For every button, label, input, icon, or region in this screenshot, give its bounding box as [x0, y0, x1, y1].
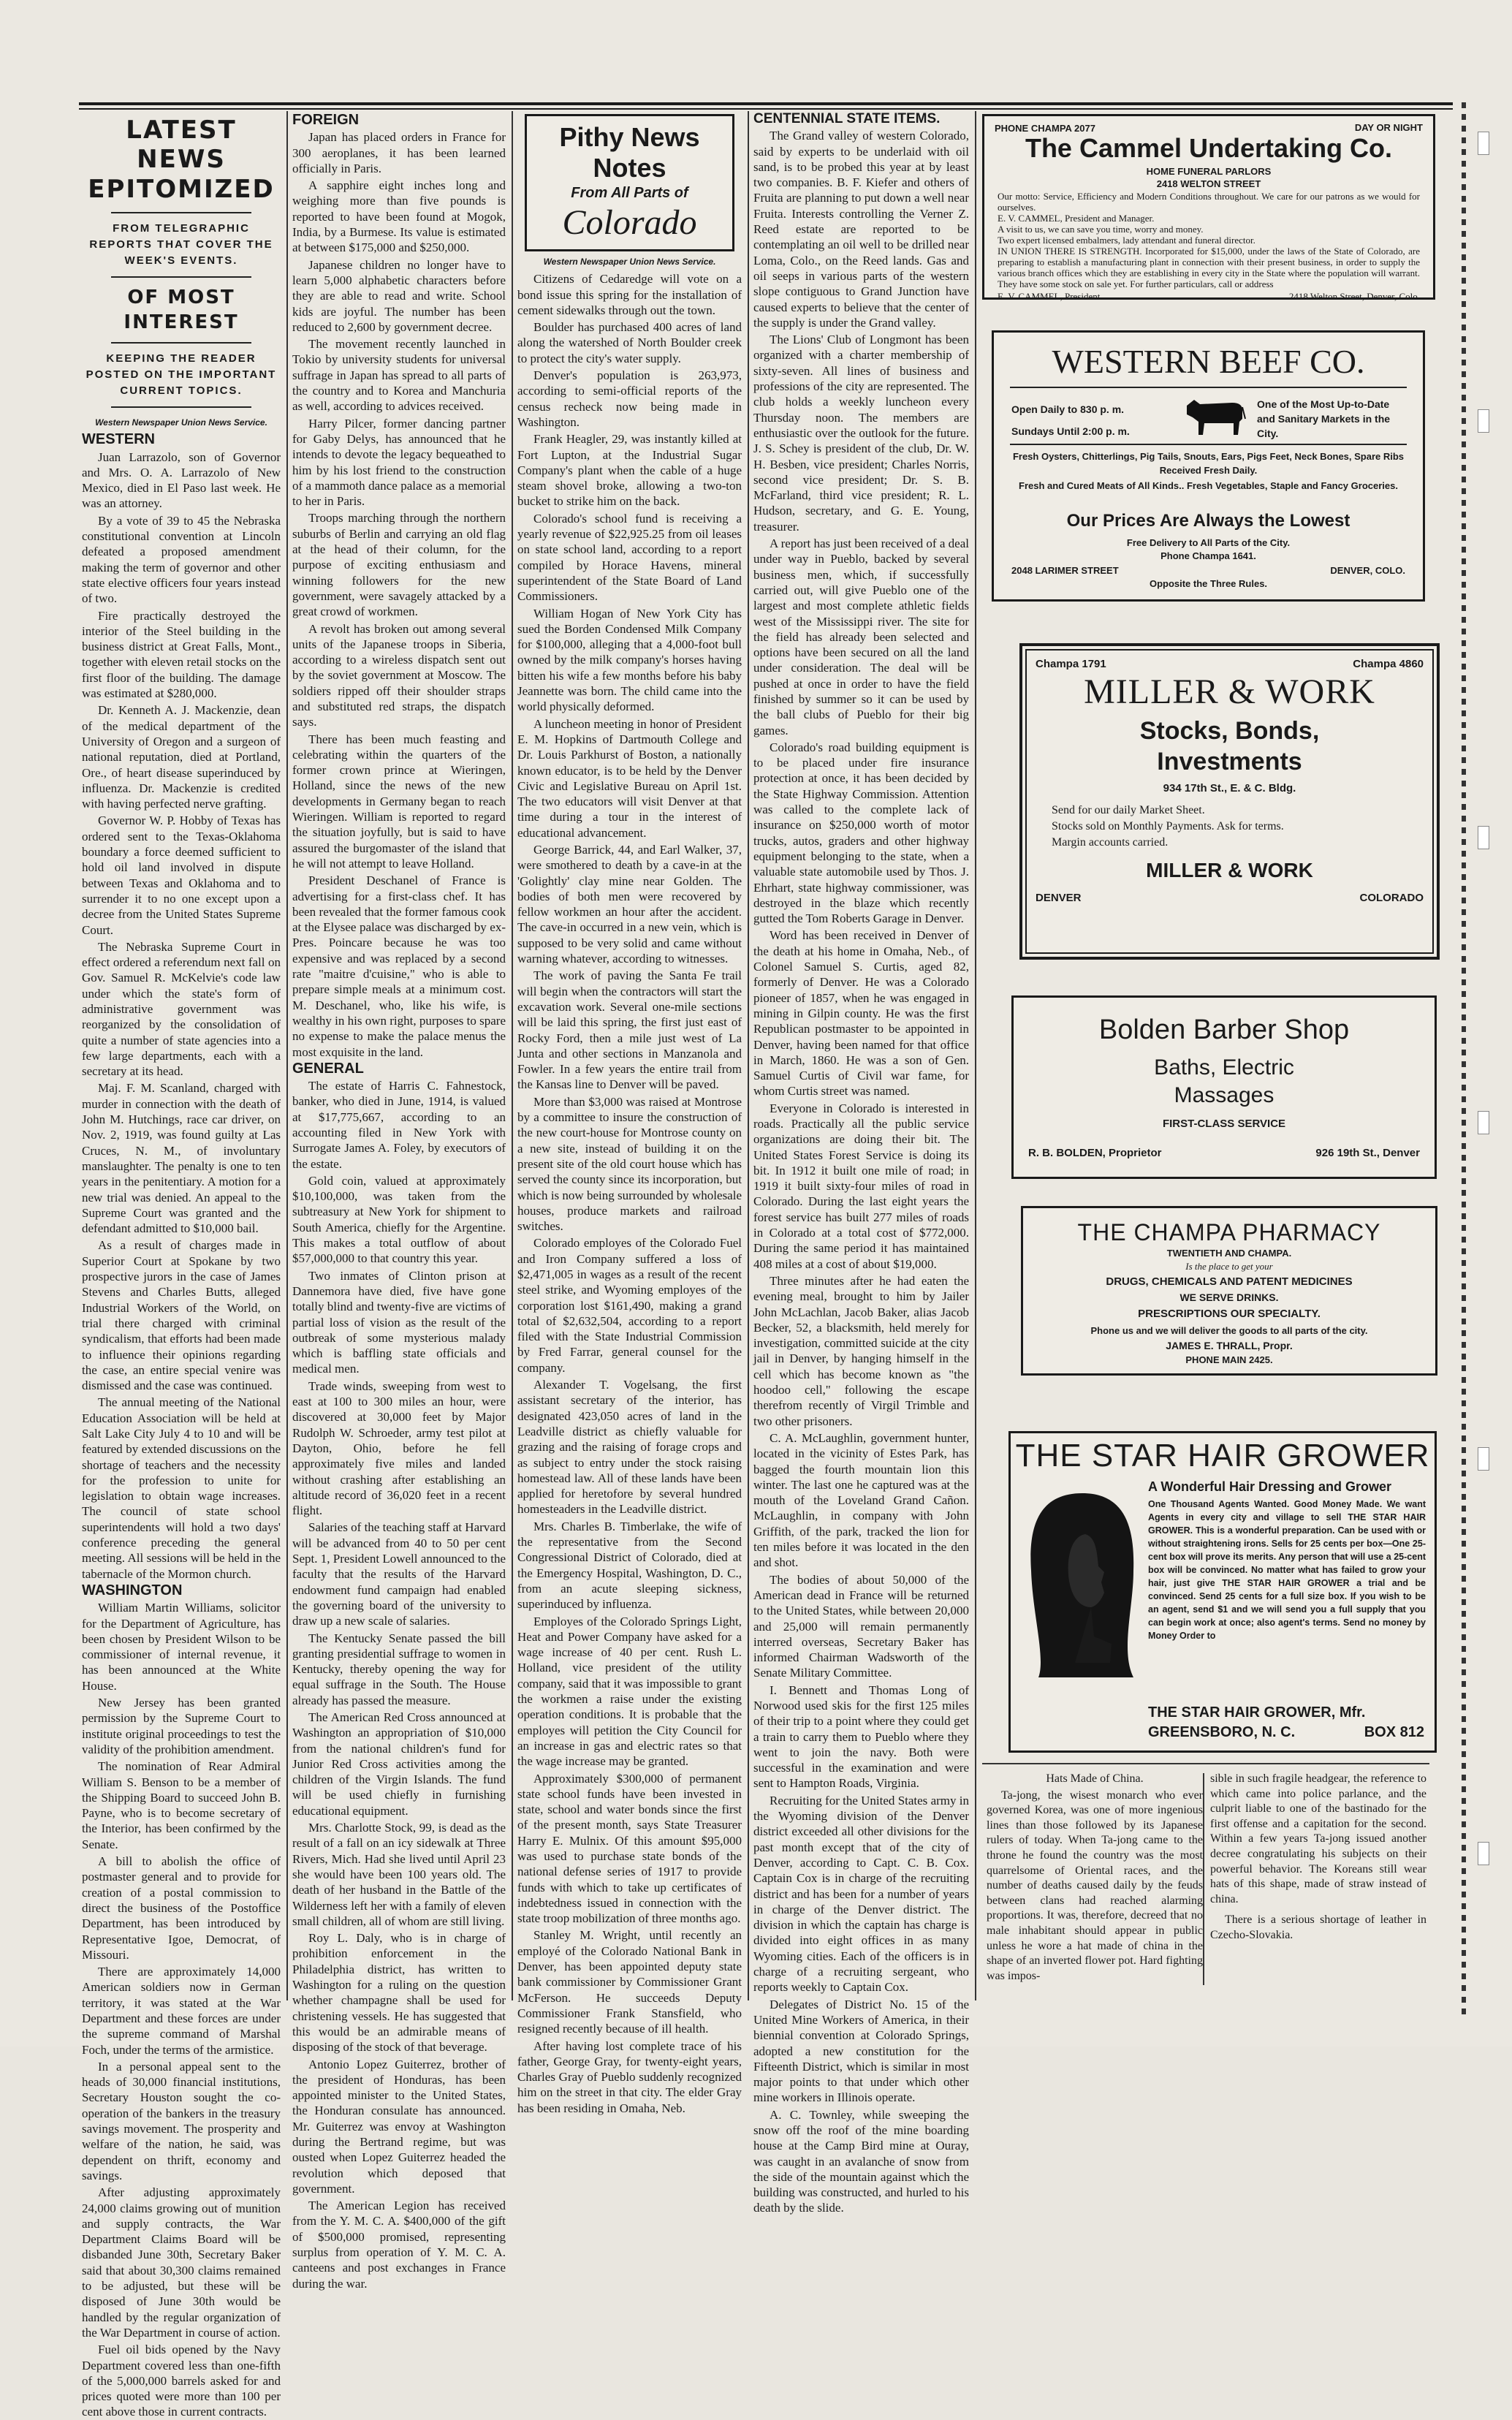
- news-item: C. A. McLaughlin, government hunter, located in the vicinity of Estes Park, has bagged the fourth mountain lion this winter. The last one he captured was at the mouth of the Loveland Grand Cañon. McLaughlin, in company with John Griffith, of the park, tracked the lion for ten miles before it was located in the den and shot.: [753, 1430, 969, 1570]
- ad-sub: HOME FUNERAL PARLORS: [1146, 166, 1272, 177]
- ad-proprietor: R. B. BOLDEN, Proprietor: [1028, 1147, 1162, 1159]
- ad-star-hair-grower: [1008, 1431, 1437, 1753]
- news-item: In a personal appeal sent to the heads of 30,000 financial institutions, Secretary Houston sought the co-operation of the bankers in the treasury savings movement. The prosperity and welfare of the nation, he said, was dependent on thrift, economy and savings.: [82, 2059, 281, 2182]
- news-item: Stanley M. Wright, until recently an employé of the Colorado National Bank in Denver, has been appointed deputy state bank commissioner by Commissioner Grant McFerson. He succeeds Deputy Commissioner Frank Stansfield, who resigned recently because of ill health.: [517, 1928, 742, 2036]
- divider: [111, 406, 251, 408]
- news-item: President Deschanel of France is advertising for a first-class chef. It has been revealed that the former famous cook at the Elysee palace was discharged by ex-Pres. Poincare because he was too expensive and was replaced by a second rate "maitre d'cuisine," who is able to prepare simple meals at a minimum cost. M. Deschanel, who, like his wife, is wealthy in his own right, purposes to spare no expense to make the palace menus the most exquisite in the land.: [292, 873, 506, 1059]
- news-item: Gold coin, valued at approximately $10,100,000, was taken from the subtreasury at New York for shipment to South America, chiefly for the Argentine. This makes a total outflow of about $57,000,000 to that country this year.: [292, 1173, 506, 1266]
- pithy-news-box: [525, 114, 734, 251]
- divider: [111, 276, 251, 278]
- ad-line: Baths, Electric: [1154, 1055, 1294, 1080]
- news-item: Japanese children no longer have to learn 5,000 alphabetic characters before they are able to read and write. School kids are joyful. The number has been reduced to 2,600 by government decree.: [292, 257, 506, 334]
- news-item: The Nebraska Supreme Court in effect ordered a referendum next fall on Gov. Samuel R. McKelvie's code law under which the state's form of administrative government was reorganized by the consolidation of quite a number of state agencies into a few large departments, each with a secretary at its head.: [82, 939, 281, 1079]
- ad-body: [998, 191, 1420, 302]
- binding-hole: [1478, 132, 1489, 155]
- subhead-telegraphic: FROM TELEGRAPHIC REPORTS THAT COVER THE WEEK'S EVENTS.: [89, 222, 273, 267]
- news-item: Frank Heagler, 29, was instantly killed at Fort Lupton, at the Industrial Sugar Company's plant when the cable of a huge steam shovel broke, allowing a two-ton bucket to strike him on the back.: [517, 432, 742, 509]
- news-item: Everyone in Colorado is interested in roads. Practically all the public service organizations are doing their bit. The United States Forest Service is doing its bit. In 1912 it built one mile of road; in 1919 it built sixty-four miles of road in Colorado. During the last eight years the forest service has built 277 miles of roads in Colorado at a total cost of $772,000. During the same period it has maintained 408 miles at a cost of about $19,000.: [753, 1101, 969, 1271]
- ad-manufacturer: THE STAR HAIR GROWER, Mfr.: [1148, 1704, 1366, 1721]
- column-divider: [286, 111, 288, 2000]
- news-item: Maj. F. M. Scanland, charged with murder in connection with the death of John M. Hutchings, race car driver, on Nov. 2, 1919, was found guilty at Las Cruces, N. M., of involuntary manslaughter. The penalty is one to ten years in the penitentiary. A motion for a new trial was denied. An appeal to the Supreme Court was granted and the defendant admitted to $10,000 bail.: [82, 1081, 281, 1236]
- ad-sub: TWENTIETH AND CHAMPA.: [1166, 1248, 1292, 1259]
- news-item: Dr. Kenneth A. J. Mackenzie, dean of the medical department of the University of Oregon and a surgeon of national reputation, died at Portland, Ore., of heart disease superinduced by influenza. Dr. Mackenzie is credited with having perfected nerve grafting.: [82, 703, 281, 811]
- news-item: There are approximately 14,000 American soldiers now in German territory, it was stated at the War Department and these forces are under the supreme command of Marshal Foch, under the terms of the armistice.: [82, 1965, 281, 2057]
- ad-city: DENVER, COLO.: [1330, 565, 1405, 576]
- ad-slogan: Our Prices Are Always the Lowest: [1066, 511, 1350, 531]
- news-item: A bill to abolish the office of postmaster general and to provide for creation of a postal commission to direct the business of the Postoffice Department, has been introduced by Representative Igoe, Democrat, of Missouri.: [82, 1854, 281, 1962]
- ad-line: Fresh and Cured Meats of All Kinds.. Fresh Vegetables, Staple and Fancy Groceries.: [1019, 480, 1398, 491]
- divider: [111, 212, 251, 213]
- headline-latest-news: LATEST NEWS: [126, 115, 237, 174]
- ad-phone: Phone Champa 1641.: [1160, 550, 1256, 561]
- ad-line: Fresh Oysters, Chitterlings, Pig Tails, Snouts, Ears, Pigs Feet, Neck Bones, Spare Ribs Received Fresh Daily.: [1012, 451, 1405, 476]
- ad-name: THE STAR HAIR GROWER: [1015, 1438, 1430, 1473]
- news-item: A report has just been received of a deal under way in Pueblo, backed by several business men, which, if successfully carried out, will give Pueblo one of the largest and most complete athletic fields west of the Mississippi river. The site for the field has already been selected and options have been secured on all the land under consideration. The deal will be pushed at once in order to have the field finished by summer so it can be used by the ball clubs of Pueblo for their big games.: [753, 536, 969, 737]
- ad-address-line: 2418 Welton Street, Denver, Colo.: [1288, 291, 1420, 302]
- headline-epitomized: EPITOMIZED: [88, 175, 275, 204]
- article-hats-china: [982, 1763, 1429, 2013]
- article-right-column: [1210, 1772, 1426, 1943]
- news-item: Alexander T. Vogelsang, the first assistant secretary of the interior, has designated 423,050 acres of land in the Leadville district as chiefly valuable for grazing and the raising of forage crops and as subject to entry under the stock raising homestead law. All of these lands have been applied for heretofore by several hundred homesteaders in the Leadville district.: [517, 1378, 742, 1517]
- article-title: Hats Made of China.: [1046, 1772, 1144, 1785]
- news-item: The American Red Cross announced at Washington an appropriation of $10,000 from the national children's fund for Junior Red Cross activities among the children of the Virgin Islands. The fund will be used chiefly in furnishing educational equipment.: [292, 1710, 506, 1818]
- ad-phone: PHONE CHAMPA 2077: [995, 123, 1095, 134]
- news-item: As a result of charges made in Superior Court at Spokane by two prospective jurors in the case of James Stevens and Charles Butts, alleged Industrial Workers of the World, on trial there charged with criminal syndicalism, that efforts had been made to influence their opinions regarding the case, an entire special venire was dismissed and the case was continued.: [82, 1238, 281, 1393]
- column-divider: [748, 111, 749, 2000]
- news-item: New Jersey has been granted permission by the Supreme Court to institute original proceedings to test the validity of the prohibition amendment.: [82, 1696, 281, 1756]
- ad-city-left: DENVER: [1036, 892, 1082, 904]
- section-western: WESTERN: [82, 431, 155, 448]
- ad-line: Phone us and we will deliver the goods to all parts of the city.: [1090, 1325, 1368, 1336]
- news-item: Troops marching through the northern suburbs of Berlin and carrying an old flag at the head of their column, for the purpose of exciting enthusiasm and winning followers for the new government, were savagely attacked by a great crowd of workmen.: [292, 511, 506, 619]
- pithy-news-title: Pithy News Notes: [559, 122, 700, 183]
- news-service-credit: Western Newspaper Union News Service.: [543, 257, 716, 267]
- news-item: Colorado's road building equipment is to be placed under fire insurance protection at once, it has been decided by the State Highway Commission. Attention was called to the complete lack of insurance on $250,000 worth of motor trucks, autos, graders and other highway equipment belonging to the state, when a valuable state automobile used by Thos. J. Ehrhart, state highway commissioner, was destroyed in the blaze which recently gutted the Tom Roberts Garage in Denver.: [753, 740, 969, 926]
- news-item: I. Bennett and Thomas Long of Norwood used skis for the first 125 miles of their trip to a point where they could get a train to carry them to Pueblo where they went to join the navy. Both were successful in the examination and were sent to Hampton Roads, Virginia.: [753, 1683, 969, 1791]
- column-divider: [512, 111, 513, 2000]
- cow-icon: [1181, 392, 1247, 438]
- binding-hole: [1478, 1842, 1489, 1865]
- news-item: George Barrick, 44, and Earl Walker, 37, were smothered to death by a cave-in at the 'Golightly' clay mine near Golden. The bodies of both men were recovered by fellow workmen an hour after the accident. The cave-in occurred in a new vein, which is supposed to be very solid and came without warning whatever, according to witnesses.: [517, 842, 742, 966]
- news-item: Trade winds, sweeping from west to east at 100 to 300 miles an hour, were discovered at 30,000 feet by Major Rudolph W. Schroeder, army test pilot at Dayton, Ohio, before he fell approximately five miles and landed without crashing after establishing an altitude record of 36,020 feet in a recent flight.: [292, 1378, 506, 1518]
- column-divider: [975, 111, 976, 2000]
- news-item: The work of paving the Santa Fe trail will begin when the contractors will start the excavation work. Several one-mile sections will be laid this spring, the first just east of Rocky Ford, then a mile just west of La Junta and other sections in Manzanola and Fowler. In a few years the entire trail from the Kansas line to Denver will be paved.: [517, 968, 742, 1092]
- news-item: Colorado's school fund is receiving a yearly revenue of $22,925.25 from oil leases on state school land, according to a report compiled by Horace Havens, mineral superintendent of the State Board of Land Commissioners.: [517, 511, 742, 604]
- news-item: Employes of the Colorado Springs Light, Heat and Power Company have asked for a wage increase of 40 per cent. Rush L. Holland, vice president of the utility company, said that it was impossible to grant the workmen a raise under the existing operation conditions. It is probable that the employes will petition the City Council for an increase in gas and electric rates so that the wage increase may be granted.: [517, 1614, 742, 1769]
- ad-address: 2418 WELTON STREET: [1156, 178, 1261, 189]
- ad-name: THE CHAMPA PHARMACY: [1077, 1219, 1381, 1245]
- news-item: Governor W. P. Hobby of Texas has ordered sent to the Texas-Oklahoma boundary a force deemed sufficient to hold oil land involved in dispute between Texas and Oklahoma and to surrender it to no one except upon a decree from the United States Supreme Court.: [82, 813, 281, 937]
- news-item: The Grand valley of western Colorado, said by experts to be underlaid with oil sand, is to be probed this year at by least two companies. B. F. Kiefer and others of Fruita are planning to put down a well near Fruita. Interests controlling the Verner Z. Reed estate are reported to be contemplating an oil well to be drilled near Loma, Colo., on the Reed lands. Gas and oil seeps in various parts of the western slope contiguous to Grand Junction have caused experts to believe that the center of the supply is under the Grand valley.: [753, 129, 969, 330]
- column-pithy-news: [517, 111, 742, 2115]
- news-item: Juan Larrazolo, son of Governor and Mrs. O. A. Larrazolo of New Mexico, died in El Paso last week. He was an attorney.: [82, 450, 281, 511]
- ad-champa-pharmacy: [1021, 1206, 1437, 1376]
- article-para: Ta-jong, the wisest monarch who ever governed Korea, was one of more ingenious lines than those followed by its Japanese rulers of today. When Ta-jong came to the throne he found the country was the most quarrelsome of Oriental races, and the number of deaths caused daily by the feuds between clans had reached alarming proportions. It was, therefore, decreed that no male inhabitant should appear in public unless he wore a hat made of china in the shape of an inverted flower pot. Hard fighting was impos-: [987, 1789, 1203, 1982]
- article-para: There is a serious shortage of leather in Czecho-Slovakia.: [1210, 1913, 1426, 1941]
- ad-market-claim: One of the Most Up-to-Date and Sanitary Markets in the City.: [1257, 398, 1391, 439]
- news-item: Word has been received in Denver of the death at his home in Omaha, Neb., of Colonel Samuel S. Curtis, aged 82, formerly of Denver. He was a Colorado pioneer of 1857, when he was engaged in mining in Gilpin county. He was the first Republican postmaster to be appointed in Denver, having been named for that office in March, 1860. He was a son of Gen. Samuel Curtis of Civil war fame, for whom Curtis street was named.: [753, 928, 969, 1099]
- ad-box: BOX 812: [1364, 1724, 1424, 1740]
- top-rule: [79, 102, 1453, 105]
- ad-hours-weekday: Open Daily to 830 p. m.: [1011, 403, 1125, 415]
- woman-portrait-icon: [1024, 1490, 1141, 1680]
- ad-line: Margin accounts carried.: [1052, 836, 1169, 849]
- ad-line: Investments: [1157, 748, 1302, 775]
- news-item: Three minutes after he had eaten the evening meal, brought to him by Jailer John McLachlan, Jacob Baker, alias Jacob Becker, 52, a blacksmith, held merely for investigation, committed suicide at the city jail in Denver, by hanging himself in the cell which has become known as "the hoodoo cell," following the escape therefrom recently of Virgil Trimble and two other prisoners.: [753, 1273, 969, 1428]
- news-item: The American Legion has received from the Y. M. C. A. $400,000 of the gift of $500,000 promised, representing surplus from operation of Y. M. C. A. canteens and post exchanges in France during the war.: [292, 2199, 506, 2291]
- section-general: GENERAL: [292, 1060, 364, 1077]
- ad-opposite: Opposite the Three Rules.: [1149, 578, 1268, 589]
- news-item: Harry Pilcer, former dancing partner for Gaby Delys, has announced that he intends to devote the legacy bequeathed to him by his lost friend to the construction of a mammoth dance palace as a memorial to her in Paris.: [292, 416, 506, 509]
- ad-body: One Thousand Agents Wanted. Good Money Made. We want Agents in every city and village to sell THE STAR HAIR GROWER. This is a wonderful preparation. Can be used with or without straightening irons. Sells for 25 cents per box—One 25-cent box will prove its merits. Any person that will use a 25-cent box will be convinced. No matter what has failed to grow your hair, just give THE STAR HAIR GROWER a trial and be convinced. Send 25 cents for a full size box. If you wish to be an agent, send $1 and we will send you a full supply that you can begin work at once; also agent's terms. Send no money by Money Order to: [1148, 1499, 1426, 1641]
- column-divider: [1203, 1773, 1204, 1985]
- news-item: More than $3,000 was raised at Montrose by a committee to insure the construction of the new court-house for Montrose county on a new site, instead of building it on the present site of the old court house which has served the county since its incorporation, but which is now being surrounded by wholesale houses, produce markets and railroad switches.: [517, 1094, 742, 1234]
- ad-president: E. V. CAMMEL, President.: [998, 291, 1103, 302]
- ad-phone: PHONE MAIN 2425.: [1185, 1354, 1273, 1365]
- ad-line: Two expert licensed embalmers, lady attendant and funeral director.: [998, 235, 1255, 246]
- news-item: After adjusting approximately 24,000 claims growing out of munition and supply contracts, the War Department Claims Board will be disbanded June 30th, Secretary Baker said that about 30,300 claims remained to be adjusted, but these will be disposed of June 30th would be handled by the regular organization of the War Department in course of action.: [82, 2185, 281, 2340]
- ad-name: MILLER & WORK: [1084, 672, 1375, 711]
- news-item: Mrs. Charlotte Stock, 99, is dead as the result of a fall on an icy sidewalk at Three Rivers, Mich. Had she lived until April 23 she would have been 100 years old. The death of her husband in the Battle of the Wilderness left her with a family of eleven small children, all of whom are still living.: [292, 1821, 506, 1928]
- news-item: By a vote of 39 to 45 the Nebraska constitutional convention at Lincoln defeated a proposed amendment making the term of governor and other state elective officers four years instead of two.: [82, 513, 281, 606]
- article-para: sible in such fragile headgear, the reference to which came into police parlance, and the culprit liable to one of the bastinado for the first offense and a capitation for the second. Within a few years Ta-jong issued another decree congratulating his subjects on their powerful behavior. The Koreans still wear hats of this shape, made of straw instead of china.: [1210, 1772, 1426, 1905]
- ad-proprietor: JAMES E. THRALL, Propr.: [1166, 1340, 1293, 1351]
- news-item: Salaries of the teaching staff at Harvard will be advanced from 40 to 50 per cent Sept. 1, President Lowell announced to the faculty that the results of the Harvard endowment fund campaign had enabled the governing board of the university to draw up a new scale of salaries.: [292, 1520, 506, 1628]
- column-foreign-general: [292, 111, 506, 2291]
- news-item: A revolt has broken out among several units of the Japanese troops in Siberia, according to a wireless dispatch sent out by the soviet government at Moscow. The soldiers ripped off their shoulder straps and substituted red straps, the dispatch says.: [292, 621, 506, 729]
- column-centennial-state: [753, 111, 969, 2215]
- news-item: Roy L. Daly, who is in charge of prohibition enforcement in the Philadelphia district, has written to Washington for a ruling on the question whether champagne shall be used for christening vessels. He has suggested that this would be an admirable means of disposing of the stock of that beverage.: [292, 1931, 506, 2055]
- ad-line: Stocks sold on Monthly Payments. Ask for terms.: [1052, 820, 1284, 832]
- ad-signature: [998, 291, 1420, 302]
- news-item: Japan has placed orders in France for 300 aeroplanes, it has been learned officially in Paris.: [292, 130, 506, 175]
- section-foreign: FOREIGN: [292, 112, 360, 128]
- news-item: Recruiting for the United States army in the Wyoming division of the Denver district exceeded all other divisions for the past month except that of the city of Denver, according to Capt. C. B. Cox. Captain Cox is in charge of the recruiting district and has been for a number of years in charge of the Denver district. The division in which the captain has charge is divided into eight offices in as many Wyoming cities. Each of the officers is in charge of a recruiting sergeant, who reports weekly to Captain Cox.: [753, 1793, 969, 1995]
- ad-western-beef: [992, 330, 1425, 602]
- ad-line: Massages: [1174, 1083, 1274, 1107]
- news-item: William Martin Williams, solicitor for the Department of Agriculture, has been chosen by President Wilson to be commissioner of internal revenue, it has been announced at the White House.: [82, 1601, 281, 1693]
- headline-most-interest: OF MOST INTEREST: [124, 287, 239, 333]
- news-item: The movement recently launched in Tokio by university students for universal suffrage in Japan has spread to all parts of the country and to Korea and Manchuria as well, according to advices received.: [292, 337, 506, 414]
- section-washington: WASHINGTON: [82, 1582, 183, 1598]
- news-item: The Lions' Club of Longmont has been organized with a charter membership of sixty-seven. All lines of business and professions of the city are represented. The club holds a weekly luncheon every Thursday noon. The members are enthusiastic over the outlook for the future. J. S. Schey is president of the club, Dr. W. H. Besben, vice president; Charles Norris, second vice president; Dr. S. B. McFarland, third vice president; R. L. Hudson, secretary, and G. E. Young, treasurer.: [753, 333, 969, 534]
- article-left-column: [987, 1772, 1203, 1985]
- ad-bolden-barber: [1011, 995, 1437, 1179]
- news-item: The bodies of about 50,000 of the American dead in France will be returned to the United States, while between 20,000 and 25,000 will remain permanently interred overseas, Secretary Baker has informed Chairman Wadsworth of the Senate Military Committee.: [753, 1572, 969, 1680]
- ad-miller-work: [1019, 643, 1440, 960]
- pithy-news-place: Colorado: [562, 203, 697, 242]
- ad-line: E. V. CAMMEL, President and Manager.: [998, 213, 1155, 224]
- ad-hours-sunday: Sundays Until 2:00 p. m.: [1011, 425, 1130, 437]
- news-item: Antonio Lopez Guiterrez, brother of the president of Honduras, has been appointed minister to the United States, the Honduran consulate has announced. Mr. Guiterrez was envoy at Washington during the Bertrand regime, but was ousted when Lopez Guiterrez headed the revolution which deposed that government.: [292, 2057, 506, 2196]
- news-item: The annual meeting of the National Education Association will be held at Salt Lake City July 4 to 10 and will be featured by extended discussions on the shortage of teachers and the necessity for the profession to unite for legislation to obtain wage increases. The council of state school superintendents will hold a two days' conference preceding the general meeting. All sessions will be held in the tabernacle of the Mormon church.: [82, 1395, 281, 1581]
- binding-hole: [1478, 409, 1489, 433]
- ad-line: A visit to us, we can save you time, worry and money.: [998, 224, 1204, 235]
- ad-service: FIRST-CLASS SERVICE: [1162, 1118, 1286, 1130]
- ad-line: Stocks, Bonds,: [1139, 717, 1320, 745]
- ad-line: Send for our daily Market Sheet.: [1052, 804, 1205, 816]
- ad-line: DRUGS, CHEMICALS AND PATENT MEDICINES: [1106, 1275, 1353, 1288]
- news-item: Fuel oil bids opened by the Navy Department covered less than one-fifth of the 5,000,000 barrels asked for and prices quoted were more than 100 per cent above those in current contracts.: [82, 2343, 281, 2419]
- ad-line: Our motto: Service, Efficiency and Modern Conditions throughout. We care for our patrons as we would for ourselves.: [998, 191, 1420, 213]
- news-item: After having lost complete trace of his father, George Gray, for twenty-eight years, Charles Gray of Pueblo suddenly recognized him on the street in that city. The elder Gray has been residing in Omaha, Neb.: [517, 2038, 742, 2115]
- news-service-credit: Western Newspaper Union News Service.: [95, 417, 267, 428]
- ad-name: WESTERN BEEF CO.: [1052, 343, 1365, 380]
- news-item: Approximately $300,000 of permanent state school funds have been invested in state, school and water bonds since the first of the present month, says State Treasurer Harry E. Mulnix. Of this amount $95,000 was used to purchase state bonds of the national defense series of 1917 to provide funds with which to take up certificates of indebtedness issued in connection with the state troop mobilization of three months ago.: [517, 1771, 742, 1926]
- column-latest-news: [82, 111, 281, 2419]
- news-item: Two inmates of Clinton prison at Dannemora have died, five have gone totally blind and twenty-five are victims of partial loss of vision as the result of the outbreak of some mysterious malady which is baffling state officials and medical men.: [292, 1268, 506, 1376]
- news-item: Mrs. Charles B. Timberlake, the wife of the representative from the Second Congressional District of Colorado, died at the Emergency Hospital, Washington, D. C., from an acute sleeping sickness, superinduced by influenza.: [517, 1519, 742, 1612]
- ad-hours: DAY OR NIGHT: [1354, 122, 1423, 133]
- news-item: William Hogan of New York City has sued the Borden Condensed Milk Company for $100,000, alleging that a 4,000-foot bull owned by the milk company's horses having bitten his wife a few months before his baby Jeannette was born. The child came into the world physically deformed.: [517, 606, 742, 714]
- ad-delivery: Free Delivery to All Parts of the City.: [1126, 537, 1291, 548]
- ad-body: [1052, 803, 1415, 851]
- ad-name: Bolden Barber Shop: [1098, 1014, 1350, 1045]
- divider: [1010, 387, 1407, 388]
- ad-phone-left: Champa 1791: [1036, 658, 1106, 670]
- ad-building: 934 17th St., E. & C. Bldg.: [1163, 782, 1296, 794]
- binding-hole: [1478, 1111, 1489, 1134]
- ad-tagline: A Wonderful Hair Dressing and Grower: [1148, 1479, 1392, 1494]
- ad-cammel-undertaking: [982, 114, 1435, 300]
- news-item: Colorado employes of the Colorado Fuel and Iron Company suffered a loss of $2,471,005 in wages as a result of the recent steel strike, and Wyoming employes of the corporation lost $161,490, making a grand total of $2,632,504, according to a report filed with the State Industrial Commission by Fred Farrar, general counsel for the company.: [517, 1236, 742, 1375]
- news-item: The nomination of Rear Admiral William S. Benson to be a member of the Shipping Board to succeed John B. Payne, who is to become secretary of the Interior, has been confirmed by the Senate.: [82, 1759, 281, 1851]
- ad-phone-right: Champa 4860: [1353, 658, 1424, 670]
- ad-city: GREENSBORO, N. C.: [1148, 1724, 1296, 1740]
- subhead-keeping-posted: KEEPING THE READER POSTED ON THE IMPORTANT CURRENT TOPICS.: [86, 352, 277, 397]
- news-item: A sapphire eight inches long and weighing more than five pounds is reported to have been found at Mogok, India, by a Burmese. Its value is estimated at between $175,000 and $250,000.: [292, 178, 506, 255]
- news-item: The Kentucky Senate passed the bill granting presidential suffrage to women in Kentucky, thereby opening the way for equal suffrage in the South. The House already has passed the measure.: [292, 1631, 506, 1707]
- news-item: Fire practically destroyed the interior of the Steel building in the business district at Great Falls, Mont., together with eleven retail stocks on the first floor of the building. The damage was estimated at $280,000.: [82, 608, 281, 701]
- divider: [1010, 444, 1407, 445]
- ad-line: IN UNION THERE IS STRENGTH. Incorporated for $15,000, under the laws of the State of Colorado, are preparing to establish a manufacturing plant in connection with their present business, in order to supply the various branch offices which they are establishing in every city in the State where the population will warrant. They have some stock on sale yet. For further particulars, call or address: [998, 246, 1420, 289]
- top-rule-thin: [79, 108, 1453, 110]
- ad-line: WE SERVE DRINKS.: [1179, 1291, 1279, 1303]
- pithy-news-sub: From All Parts of: [571, 185, 688, 201]
- ad-name: The Cammel Undertaking Co.: [1025, 133, 1393, 163]
- news-item: Boulder has purchased 400 acres of land along the watershed of North Boulder creek to protect the city's water supply.: [517, 320, 742, 365]
- binding-hole: [1478, 1447, 1489, 1471]
- ad-address: 926 19th St., Denver: [1315, 1147, 1420, 1159]
- news-item: Delegates of District No. 15 of the United Mine Workers of America, in their biennial convention at Colorado Springs, adopted a new constitution for the Fifteenth District, which is similar in most major points to that under which other mine workers in Illinois operate.: [753, 1997, 969, 2105]
- ad-city-right: COLORADO: [1359, 892, 1424, 904]
- news-item: Denver's population is 263,973, according to semi-official reports of the census recheck now being made in Washington.: [517, 368, 742, 429]
- ad-hours-block: [1011, 398, 1130, 442]
- news-item: There has been much feasting and celebrating within the quarters of the former crown prince at Wieringen, Holland, since the news of the new developments in Germany began to reach Wieringen. William is reported to regard the situation joyfully, but is said to have assured the burgomaster of the island that he will not attempt to leave Holland.: [292, 732, 506, 870]
- ad-address: 2048 LARIMER STREET: [1011, 565, 1119, 576]
- divider: [111, 342, 251, 344]
- news-item: Citizens of Cedaredge will vote on a bond issue this spring for the installation of cement sidewalks through out the town.: [517, 272, 742, 317]
- section-centennial-state: CENTENNIAL STATE ITEMS.: [753, 111, 941, 126]
- ad-name-footer: MILLER & WORK: [1146, 859, 1313, 881]
- ad-tag: Is the place to get your: [1185, 1261, 1273, 1272]
- news-item: The estate of Harris C. Fahnestock, banker, who died in June, 1914, is valued at $17,775,667, according to an accounting filed in New York with Surrogate James A. Foley, by executors of the estate.: [292, 1079, 506, 1171]
- news-item: A luncheon meeting in honor of President E. M. Hopkins of Dartmouth College and Dr. Louis Parkhurst of Boston, a nationally known educator, is to be held by the Denver Civic and Legislative Bureau on April 1st. The two educators will visit Denver at that time during a tour in the interest of educational advancement.: [517, 716, 742, 840]
- news-item: A. C. Townley, while sweeping the snow off the roof of the mine boarding house at the Camp Bird mine at Ouray, was caught in an avalanche of snow from the side of the mountain against which the building was constructed, and hurled to his death by the slide.: [753, 2107, 969, 2215]
- ad-line: PRESCRIPTIONS OUR SPECIALTY.: [1138, 1308, 1321, 1320]
- page-edge-binding: [1462, 102, 1466, 2017]
- binding-hole: [1478, 826, 1489, 849]
